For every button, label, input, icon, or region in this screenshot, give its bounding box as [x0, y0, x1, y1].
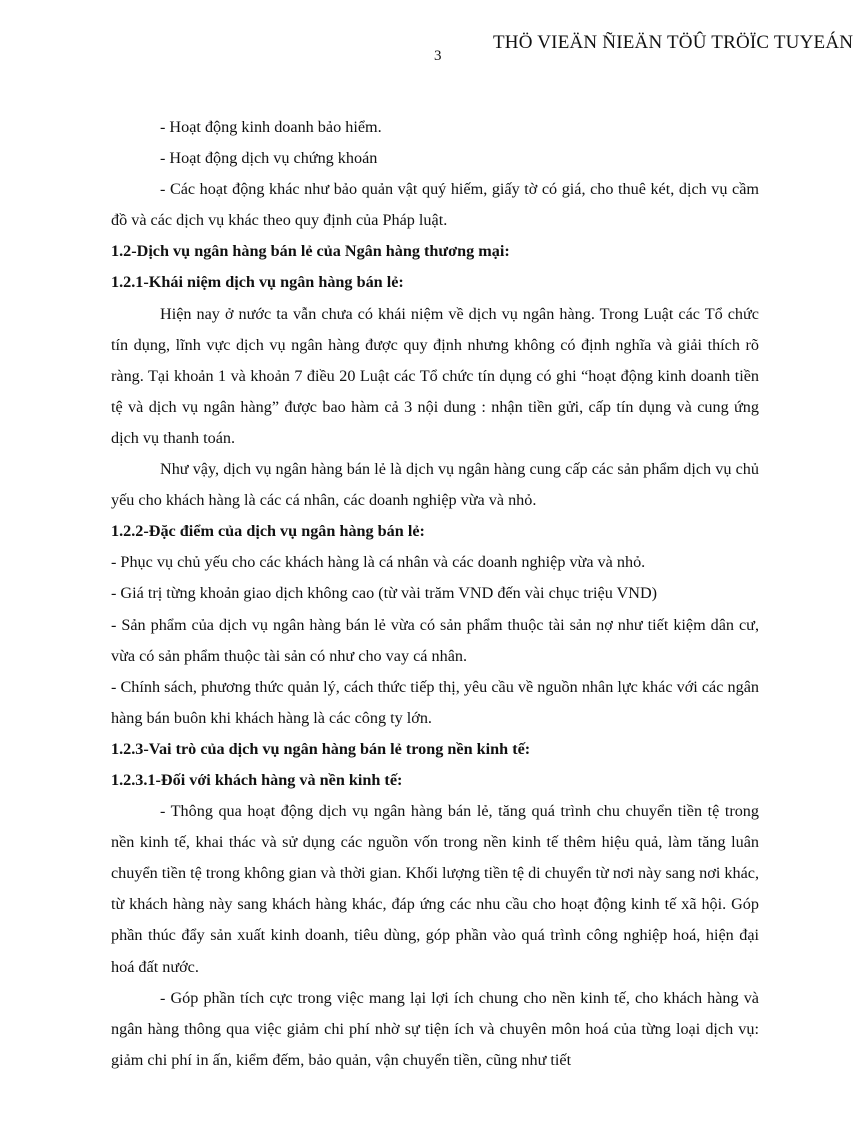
document-body	[111, 112, 759, 1076]
paragraph: Hiện nay ở nước ta vẫn chưa có khái niệm về dịch vụ ngân hàng. Trong Luật các Tổ chức tín dụng, lĩnh vực dịch vụ ngân hàng được quy định nhưng không có định nghĩa và giải thích rõ ràng. Tại khoản 1 và khoản 7 điều 20 Luật các Tổ chức tín dụng có ghi “hoạt động kinh doanh tiền tệ và dịch vụ ngân hàng” được bao hàm cả 3 nội dung : nhận tiền gửi, cấp tín dụng và cung ứng dịch vụ thanh toán.	[111, 304, 759, 447]
paragraph: - Hoạt động kinh doanh bảo hiểm.	[160, 118, 382, 136]
bullet-item: - Chính sách, phương thức quản lý, cách thức tiếp thị, yêu cầu về nguồn nhân lực khác với các ngân hàng bán buôn khi khách hàng là các công ty lớn.	[111, 677, 759, 727]
paragraph: - Góp phần tích cực trong việc mang lại lợi ích chung cho nền kinh tế, cho khách hàng và ngân hàng thông qua việc giảm chi phí nhờ sự tiện ích và chuyên môn hoá của từng loại dịch vụ: giảm chi phí in ấn, kiểm đếm, bảo quản, vận chuyển tiền, cũng như tiết	[111, 988, 759, 1069]
header-watermark: THÖ VIEÄN ÑIEÄN TÖÛ TRÖÏC TUYEÁN	[493, 32, 853, 53]
bullet-item: - Sản phẩm của dịch vụ ngân hàng bán lẻ vừa có sản phẩm thuộc tài sản nợ như tiết kiệm dân cư, vừa có sản phẩm thuộc tài sản có như cho vay cá nhân.	[111, 615, 759, 665]
paragraph: Như vậy, dịch vụ ngân hàng bán lẻ là dịch vụ ngân hàng cung cấp các sản phẩm dịch vụ chủ yếu cho khách hàng là các cá nhân, các doanh nghiệp vừa và nhỏ.	[111, 460, 759, 510]
subsubsection-heading: 1.2.3.1-Đối với khách hàng và nền kinh tế:	[111, 770, 403, 789]
paragraph: - Các hoạt động khác như bảo quản vật quý hiếm, giấy tờ có giá, cho thuê két, dịch vụ cầm đồ và các dịch vụ khác theo quy định của Pháp luật.	[111, 180, 759, 230]
page-number: 3	[434, 48, 442, 64]
subsection-heading: 1.2.3-Vai trò của dịch vụ ngân hàng bán lẻ trong nền kinh tế:	[111, 739, 531, 758]
bullet-item: - Giá trị từng khoản giao dịch không cao (từ vài trăm VND đến vài chục triệu VND)	[111, 584, 658, 603]
section-heading: 1.2-Dịch vụ ngân hàng bán lẻ của Ngân hàng thương mại:	[111, 242, 510, 261]
subsection-heading: 1.2.1-Khái niệm dịch vụ ngân hàng bán lẻ:	[111, 273, 404, 292]
subsection-heading: 1.2.2-Đặc điểm của dịch vụ ngân hàng bán lẻ:	[111, 522, 425, 541]
bullet-item: - Phục vụ chủ yếu cho các khách hàng là cá nhân và các doanh nghiệp vừa và nhỏ.	[111, 553, 646, 572]
paragraph: - Hoạt động dịch vụ chứng khoán	[160, 149, 378, 168]
paragraph: - Thông qua hoạt động dịch vụ ngân hàng bán lẻ, tăng quá trình chu chuyển tiền tệ trong nền kinh tế, khai thác và sử dụng các nguồn vốn trong nền kinh tế thêm hiệu quả, làm tăng luân chuyển tiền tệ trong không gian và thời gian. Khối lượng tiền tệ di chuyển từ nơi này sang nơi khác, từ khách hàng này sang khách hàng khác, đáp ứng các nhu cầu cho hoạt động kinh tế xã hội. Góp phần thúc đẩy sản xuất kinh doanh, tiêu dùng, góp phần vào quá trình công nghiệp hoá, hiện đại hoá đất nước.	[111, 802, 759, 976]
